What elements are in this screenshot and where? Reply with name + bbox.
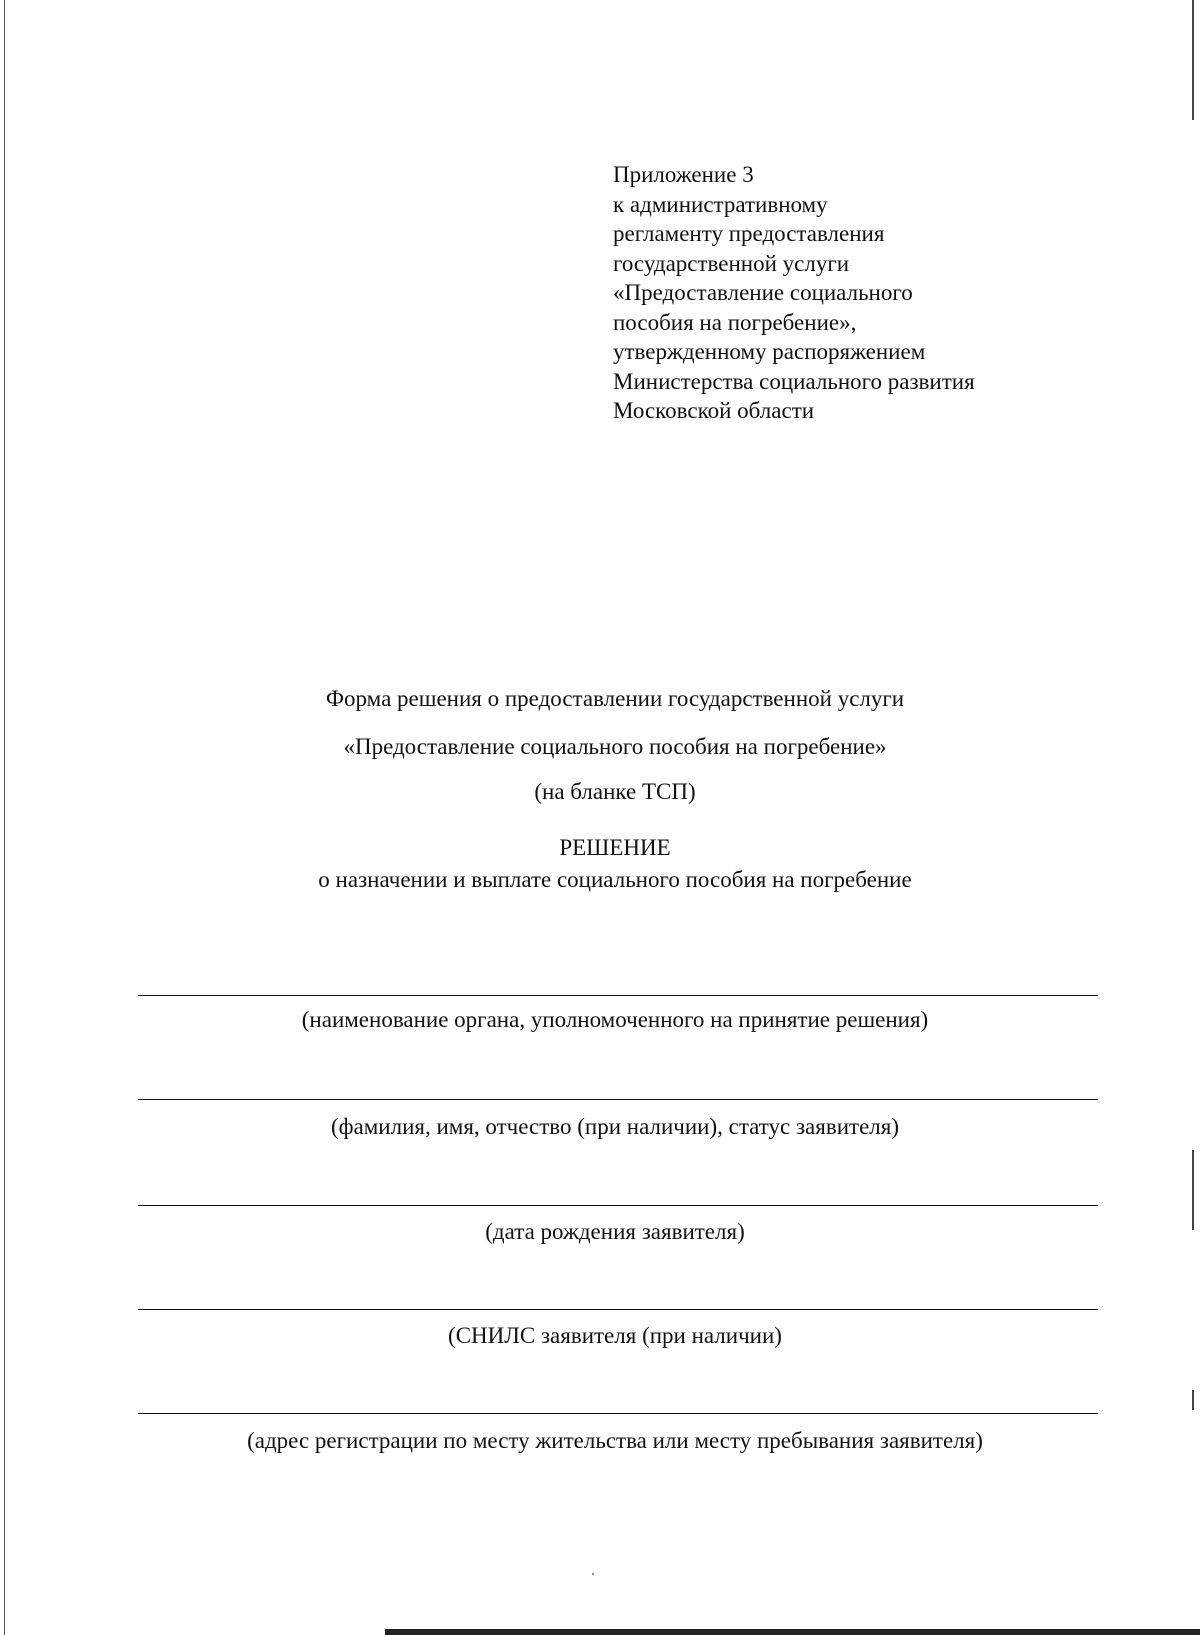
scan-right-edge-mark: [1192, 0, 1194, 120]
field-underline: [138, 1205, 1098, 1206]
appendix-line: к административному: [613, 191, 828, 217]
form-heading-line-1: Форма решения о предоставлении государственной услуги: [325, 686, 905, 711]
scan-left-edge: [4, 0, 5, 1635]
appendix-line: «Предоставление социального: [613, 280, 913, 305]
field-underline: [138, 1413, 1098, 1414]
appendix-line: утвержденному распоряжением: [613, 339, 926, 364]
appendix-line: регламенту предоставления: [613, 221, 885, 246]
appendix-line: Приложение 3: [613, 162, 754, 187]
form-heading-line-3: (на бланке ТСП): [534, 779, 696, 804]
form-heading-line-2: «Предоставление социального пособия на погребение»: [343, 734, 887, 759]
decision-title: РЕШЕНИЕ: [559, 835, 671, 860]
appendix-line: пособия на погребение»,: [613, 309, 857, 335]
appendix-line: Министерства социального развития: [613, 368, 975, 394]
field-caption-snils: (СНИЛС заявителя (при наличии): [448, 1323, 782, 1348]
field-underline: [138, 1309, 1098, 1310]
appendix-line: государственной услуги: [613, 250, 850, 276]
appendix-block: [613, 160, 975, 426]
scan-right-edge-mark: [1192, 1150, 1194, 1230]
field-caption-birth-date: (дата рождения заявителя): [485, 1219, 745, 1244]
field-caption-authority: (наименование органа, уполномоченного на принятие решения): [301, 1007, 929, 1032]
field-caption-applicant-name: (фамилия, имя, отчество (при наличии), статус заявителя): [330, 1114, 899, 1139]
field-caption-address: (адрес регистрации по месту жительства или месту пребывания заявителя): [247, 1428, 983, 1453]
field-underline: [138, 995, 1098, 996]
field-underline: [138, 1099, 1098, 1100]
scan-right-edge-mark: [1192, 1390, 1194, 1410]
decision-subtitle: о назначении и выплате социального пособия на погребение: [318, 867, 912, 892]
appendix-line: Московской области: [613, 398, 815, 423]
scan-bottom-edge: [385, 1629, 1200, 1635]
scan-speck: [592, 1573, 594, 1575]
